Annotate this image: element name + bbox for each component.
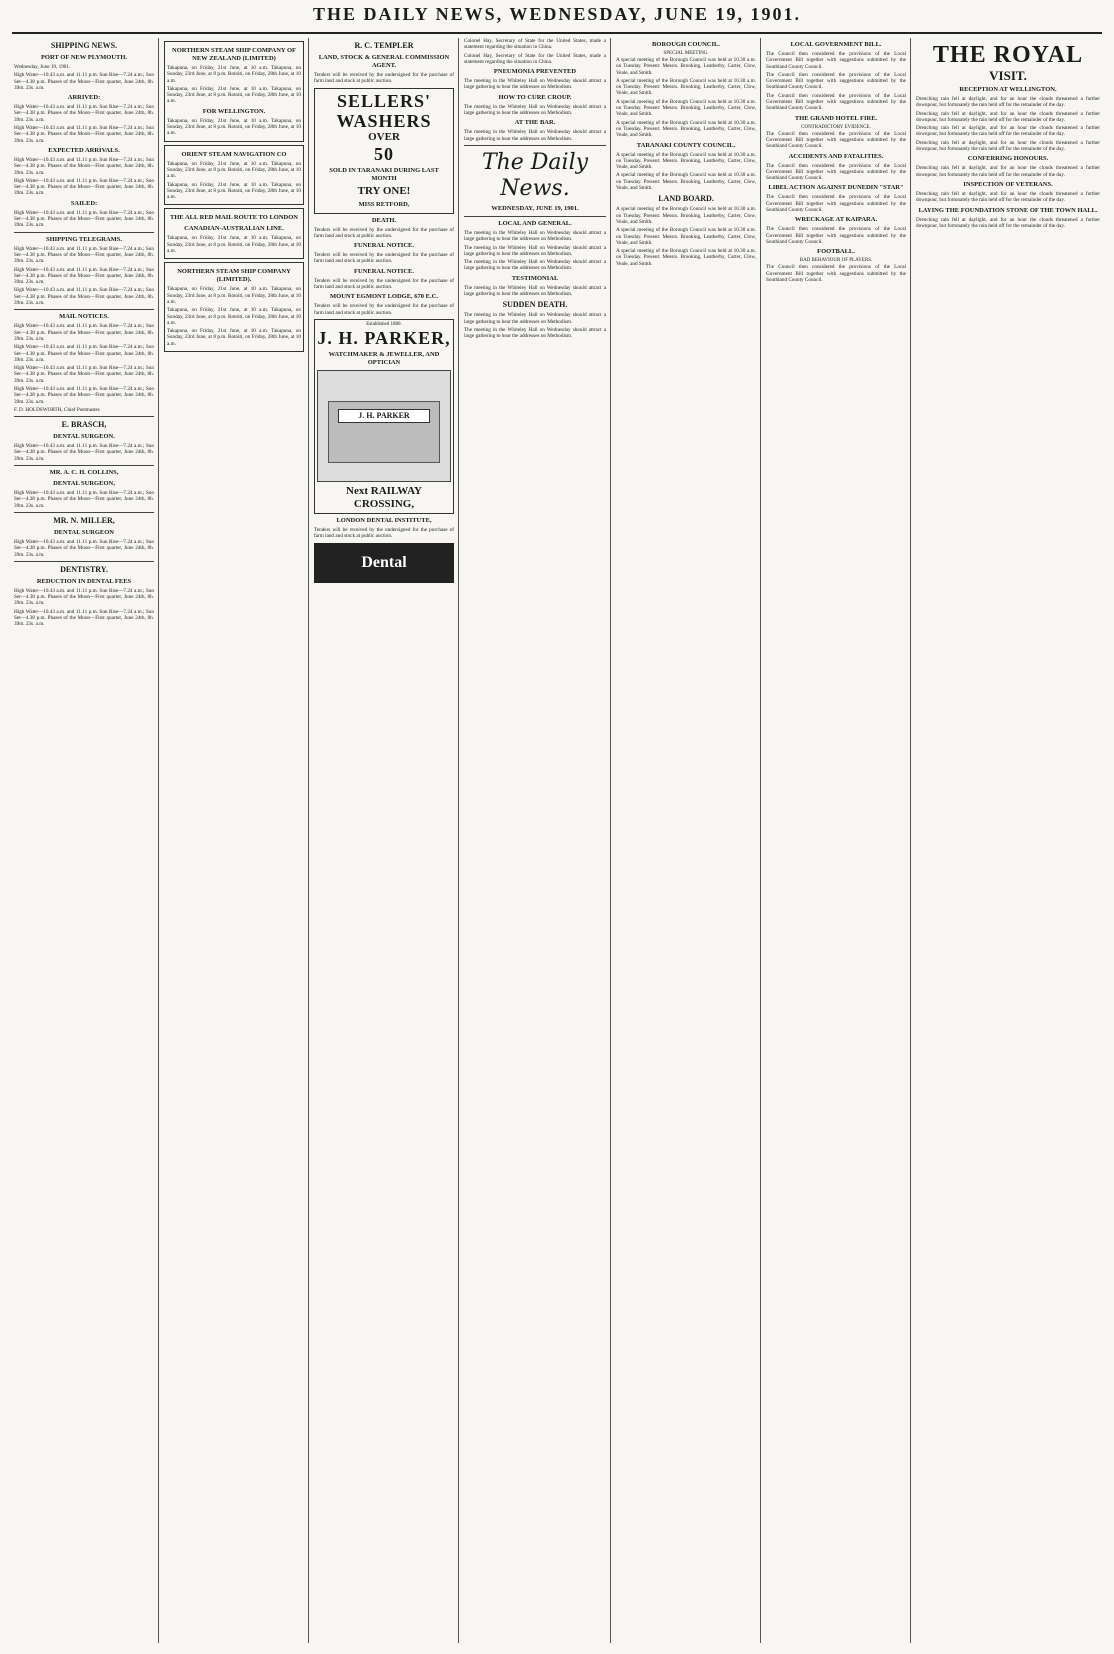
taranaki-text: A special meeting of the Borough Council was held at 10.30 a.m. on Tuesday. Present: Messrs. Brooking, Leatherby, Carter, Clow, Veale, and Smith.: [616, 151, 756, 171]
northern-steamship-text-2: Takapuna, on Friday, 21st June, at 10 a.m. Takapuna, on Sunday, 23rd June, at 8 p.m. Rotoiti, on Friday, 28th June, at 10 a.m.: [167, 85, 301, 105]
telegrams-text-3: High Water—10.43 a.m. and 11.11 p.m. Sun Rise—7.24 a.m.; Sun Set—4.38 p.m. Phases of the Moon—First quarter, June 24th, 8h. 39m. 23s. a.m.: [14, 287, 154, 307]
reduction-text: High Water—10.43 a.m. and 11.11 p.m. Sun Rise—7.24 a.m.; Sun Set—4.38 p.m. Phases of the Moon—First quarter, June 24th, 8h. 39m. 23s. a.m.: [14, 587, 154, 607]
column-ads: [314, 38, 454, 1648]
news-paragraph: Colonel Hay, Secretary of State for the United States, made a statement regarding the situation in China.: [464, 38, 606, 51]
contradictory-subtitle: CONTRADICTORY EVIDENCE.: [801, 124, 871, 130]
borough-council-subtitle: SPECIAL MEETING.: [663, 51, 709, 56]
orient-heading: ORIENT STEAM NAVIGATION CO: [181, 150, 287, 158]
land-board-text-3: A special meeting of the Borough Council was held at 10.30 a.m. on Tuesday. Present: Messrs. Brooking, Leatherby, Carter, Clow, Veale, and Smith.: [616, 248, 756, 267]
divider-line: [14, 512, 154, 513]
northern-steamship-2-text-2: Takapuna, on Friday, 21st June, at 10 a.m. Takapuna, on Sunday, 23rd June, at 8 p.m. Rotoiti, on Friday, 28th June, at 10 a.m.: [167, 307, 301, 326]
divider-line: [464, 145, 606, 146]
testimonial-heading: TESTIMONIAL: [511, 274, 559, 282]
royal-visit-text: Drenching rain fell at daylight, and for an hour the clouds threatened a further downpour, but fortunately the rain held off for the remainder of the day.: [916, 96, 1100, 109]
arrived-text-2: High Water—10.43 a.m. and 11.11 p.m. Sun Rise—7.24 a.m.; Sun Set—4.38 p.m. Phases of the Moon—First quarter, June 24th, 8h. 39m. 23s. a.m.: [14, 125, 154, 144]
masthead-rule: [12, 32, 1102, 34]
divider-line: [464, 216, 606, 217]
london-dental-text: Tenders will be received by the undersigned for the purchase of farm land and stock at public auction.: [314, 526, 454, 540]
mail-text-3: High Water—10.43 a.m. and 11.11 p.m. Sun Rise—7.24 a.m.; Sun Set—4.38 p.m. Phases of the Moon—First quarter, June 24th, 8h. 39m. 23s. a.m.: [14, 365, 154, 384]
death-text: Tenders will be received by the undersigned for the purchase of farm land and stock at public auction.: [314, 226, 454, 239]
date-line: Wednesday, June 19, 1901.: [14, 64, 71, 70]
northern-steamship-ad-2: [164, 262, 304, 352]
royal-visit-heading: THE ROYAL: [932, 42, 1084, 68]
borough-text-2: A special meeting of the Borough Council was held at 10.30 a.m. on Tuesday. Present: Messrs. Brooking, Leatherby, Carter, Clow, Veale, and Smith.: [616, 77, 756, 97]
retford-name: MISS RETFORD,: [358, 200, 410, 208]
templer-text: Tenders will be received by the undersigned for the purchase of farm land and stock at public auction.: [314, 72, 454, 85]
parker-ad: [314, 319, 454, 514]
sailed-text: High Water—10.43 a.m. and 11.11 p.m. Sun Rise—7.24 a.m.; Sun Set—4.38 p.m. Phases of the Moon—First quarter, June 24th, 8h. 39m. 23s. a.m.: [14, 209, 154, 229]
local-general-text-2: The meeting in the Whiteley Hall on Wednesday should attract a large gathering to hear the addresses on Methodism.: [464, 244, 606, 257]
veterans-heading: INSPECTION OF VETERANS.: [963, 180, 1053, 188]
shop-sign: J. H. PARKER: [338, 409, 430, 423]
column-shipping: [14, 38, 154, 1648]
death-heading: DEATH.: [371, 216, 397, 224]
templer-heading: R. C. TEMPLER: [354, 41, 414, 50]
for-wellington-heading: FOR WELLINGTON.: [202, 107, 266, 115]
try-one-label: TRY ONE!: [357, 184, 411, 197]
sellers-washers-heading: SELLERS' WASHERS: [336, 90, 432, 131]
column-divider: [610, 38, 611, 1643]
libel-text: The Council then considered the provisions of the Local Government Bill together with suggestions submitted by the Southland County Council.: [766, 194, 906, 214]
parker-name: J. H. PARKER,: [317, 327, 451, 348]
local-general-text-3: The meeting in the Whiteley Hall on Wednesday should attract a large gathering to hear the addresses on Methodism.: [464, 259, 606, 272]
laying-stone-heading: LAYING THE FOUNDATION STONE OF THE TOWN HALL.: [918, 206, 1098, 214]
croup-heading: HOW TO CURE CROUP.: [498, 93, 572, 101]
expected-text: High Water—10.43 a.m. and 11.11 p.m. Sun Rise—7.24 a.m.; Sun Set—4.38 p.m. Phases of the Moon—First quarter, June 24th, 8h. 39m. 23s. a.m.: [14, 156, 154, 176]
local-government-text-3: The Council then considered the provisions of the Local Government Bill together with suggestions submitted by the Southland County Council.: [766, 92, 906, 112]
mail-text: High Water—10.43 a.m. and 11.11 p.m. Sun Rise—7.24 a.m.; Sun Set—4.38 p.m. Phases of the Moon—First quarter, June 24th, 8h. 39m. 23s. a.m.: [14, 323, 154, 342]
funeral-heading-2: FUNERAL NOTICE.: [354, 267, 414, 275]
column-councils: [616, 38, 756, 1648]
shipping-news-heading: SHIPPING NEWS.: [50, 41, 118, 50]
land-board-text: A special meeting of the Borough Council was held at 10.30 a.m. on Tuesday. Present: Messrs. Brooking, Leatherby, Carter, Clow, Veale, and Smith.: [616, 206, 756, 225]
orient-text: Takapuna, on Friday, 21st June, at 10 a.m. Takapuna, on Sunday, 23rd June, at 8 p.m. Rotoiti, on Friday, 28th June, at 10 a.m.: [167, 160, 301, 180]
london-dental-heading: LONDON DENTAL INSTITUTE,: [336, 516, 432, 524]
dentistry-heading: DENTISTRY.: [60, 564, 108, 574]
telegrams-text: High Water—10.43 a.m. and 11.11 p.m. Sun Rise—7.24 a.m.; Sun Set—4.38 p.m. Phases of the Moon—First quarter, June 24th, 8h. 39m. 23s. a.m.: [14, 245, 154, 265]
canadian-line-text: Takapuna, on Friday, 21st June, at 10 a.m. Takapuna, on Sunday, 23rd June, at 8 p.m. Rotoiti, on Friday, 28th June, at 10 a.m.: [167, 235, 301, 255]
expected-text-2: High Water—10.43 a.m. and 11.11 p.m. Sun Rise—7.24 a.m.; Sun Set—4.38 p.m. Phases of the Moon—First quarter, June 24th, 8h. 39m. 23s. a.m.: [14, 177, 154, 197]
northern-steamship-2-text: Takapuna, on Friday, 21st June, at 10 a.m. Takapuna, on Sunday, 23rd June, at 8 p.m. Rotoiti, on Friday, 28th June, at 10 a.m.: [167, 286, 301, 305]
bad-behaviour-subtitle: BAD BEHAVIOUR OF PLAYERS.: [799, 258, 873, 264]
column-divider: [458, 38, 459, 1643]
port-heading: PORT OF NEW PLYMOUTH.: [40, 54, 128, 61]
grand-hotel-heading: THE GRAND HOTEL FIRE.: [794, 114, 878, 122]
wreckage-heading: WRECKAGE AT KAIPARA.: [794, 216, 878, 224]
wreckage-text: The Council then considered the provisions of the Local Government Bill together with suggestions submitted by the Southland County Council.: [766, 226, 906, 245]
pneumonia-heading: PNEUMONIA PREVENTED: [493, 68, 577, 76]
wellington-text: Takapuna, on Friday, 21st June, at 10 a.m. Takapuna, on Sunday, 23rd June, at 8 p.m. Rotoiti, on Friday, 28th June, at 10 a.m.: [167, 117, 301, 137]
news-paragraph-2: Colonel Hay, Secretary of State for the United States, made a statement regarding the situation in China.: [464, 52, 606, 65]
northern-steamship-heading: NORTHERN STEAM SHIP COMPANY OF NEW ZEALAND (LIMITED): [172, 47, 296, 62]
sellers-washers-ad: [314, 88, 454, 214]
over-label: OVER: [368, 130, 400, 143]
local-government-text-2: The Council then considered the provisions of the Local Government Bill together with suggestions submitted by the Southland County Council.: [766, 71, 906, 91]
at-the-bar-heading: AT THE BAR.: [514, 119, 556, 127]
all-red-route-heading: THE ALL RED MAIL ROUTE TO LONDON: [170, 214, 298, 222]
land-board-heading: LAND BOARD.: [658, 194, 714, 204]
funeral-text: Tenders will be received by the undersigned for the purchase of farm land and stock at public auction.: [314, 252, 454, 265]
local-general-text: The meeting in the Whiteley Hall on Wednesday should attract a large gathering to hear the addresses on Methodism.: [464, 229, 606, 243]
reduction-text-2: High Water—10.43 a.m. and 11.11 p.m. Sun Rise—7.24 a.m.; Sun Set—4.38 p.m. Phases of the Moon—First quarter, June 24th, 8h. 39m. 23s. a.m.: [14, 608, 154, 628]
local-government-text: The Council then considered the provisions of the Local Government Bill together with suggestions submitted by the Southland County Council.: [766, 51, 906, 70]
column-editorial: [464, 38, 606, 1648]
grand-hotel-text: The Council then considered the provisions of the Local Government Bill together with suggestions submitted by the Southland County Council.: [766, 130, 906, 150]
lodge-text: Tenders will be received by the undersigned for the purchase of farm land and stock at public auction.: [314, 303, 454, 316]
conferring-text: Drenching rain fell at daylight, and for an hour the clouds threatened a further downpour, but fortunately the rain held off for the remainder of the day.: [916, 165, 1100, 178]
borough-text: A special meeting of the Borough Council was held at 10.30 a.m. on Tuesday. Present: Messrs. Brooking, Leatherby, Carter, Clow, Veale, and Smith.: [616, 57, 756, 76]
column-divider: [158, 38, 159, 1643]
collins-name: MR. A. C. H. COLLINS,: [49, 469, 119, 477]
northern-steamship-heading-2: NORTHERN STEAM SHIP COMPANY (LIMITED).: [177, 268, 291, 284]
tide-text: High Water—10.43 a.m. and 11.11 p.m. Sun Rise—7.24 a.m.; Sun Set—4.38 p.m. Phases of the Moon—First quarter, June 24th, 8h. 39m. 23s. a.m.: [14, 72, 154, 91]
northern-steamship-text: Takapuna, on Friday, 21st June, at 10 a.m. Takapuna, on Sunday, 23rd June, at 8 p.m. Rotoiti, on Friday, 28th June, at 10 a.m.: [167, 65, 301, 84]
column-divider: [910, 38, 911, 1643]
miller-text: High Water—10.43 a.m. and 11.11 p.m. Sun Rise—7.24 a.m.; Sun Set—4.38 p.m. Phases of the Moon—First quarter, June 24th, 8h. 39m. 23s. a.m.: [14, 538, 154, 558]
all-red-route-ad: [164, 208, 304, 259]
northern-steamship-2-text-3: Takapuna, on Friday, 21st June, at 10 a.m. Takapuna, on Sunday, 23rd June, at 8 p.m. Rotoiti, on Friday, 28th June, at 10 a.m.: [167, 328, 301, 347]
football-text: The Council then considered the provisions of the Local Government Bill together with suggestions submitted by the Southland County Council.: [766, 264, 906, 283]
miller-subtitle: DENTAL SURGEON: [53, 528, 115, 536]
collins-text: High Water—10.43 a.m. and 11.11 p.m. Sun Rise—7.24 a.m.; Sun Set—4.38 p.m. Phases of the Moon—First quarter, June 24th, 8h. 39m. 23s. a.m.: [14, 490, 154, 509]
accidents-text: The Council then considered the provisions of the Local Government Bill together with suggestions submitted by the Southland County Council.: [766, 162, 906, 182]
testimonial-text: The meeting in the Whiteley Hall on Wednesday should attract a large gathering to hear the addresses on Methodism.: [464, 284, 606, 298]
divider-line: [14, 416, 154, 417]
accidents-heading: ACCIDENTS AND FATALITIES.: [788, 152, 884, 160]
templer-subtitle: LAND, STOCK & GENERAL COMMISSION AGENT.: [318, 54, 450, 69]
orient-ad: [164, 145, 304, 206]
northern-steamship-ad: [164, 41, 304, 142]
established-label: Established 1880.: [366, 321, 402, 327]
railway-crossing-label: Next RAILWAY CROSSING,: [346, 484, 422, 510]
brasch-name: E. BRASCH,: [61, 420, 107, 430]
mail-notices-heading: MAIL NOTICES.: [59, 313, 109, 321]
column-divider: [760, 38, 761, 1643]
sailed-heading: SAILED:: [70, 199, 98, 207]
royal-visit-subheading: VISIT.: [989, 68, 1027, 83]
borough-council-heading: BOROUGH COUNCIL.: [652, 41, 720, 48]
fifty-label: 50: [374, 143, 394, 164]
editorial-date: WEDNESDAY, JUNE 19, 1901.: [491, 204, 579, 212]
funeral-heading: FUNERAL NOTICE.: [354, 242, 414, 250]
column-divider: [308, 38, 309, 1643]
divider-line: [14, 561, 154, 562]
land-board-text-2: A special meeting of the Borough Council was held at 10.30 a.m. on Tuesday. Present: Messrs. Brooking, Leatherby, Carter, Clow, Veale, and Smith.: [616, 227, 756, 246]
reception-heading: RECEPTION AT WELLINGTON.: [959, 86, 1057, 93]
sold-label: SOLD IN TARANAKI DURING LAST MONTH: [329, 166, 439, 182]
daily-news-nameplate: The Daily News.: [481, 149, 589, 201]
veterans-text: Drenching rain fell at daylight, and for an hour the clouds threatened a further downpour, but fortunately the rain held off for the remainder of the day.: [916, 190, 1100, 204]
postmaster-signature: F. D. HOLDSWORTH, Chief Postmaster.: [14, 406, 101, 413]
arrived-heading: ARRIVED:: [67, 94, 101, 102]
royal-visit-text-2: Drenching rain fell at daylight, and for an hour the clouds threatened a further downpour, but fortunately the rain held off for the remainder of the day.: [916, 110, 1100, 123]
taranaki-text-2: A special meeting of the Borough Council was held at 10.30 a.m. on Tuesday. Present: Messrs. Brooking, Leatherby, Carter, Clow, Veale, and Smith.: [616, 172, 756, 192]
sudden-death-heading: SUDDEN DEATH.: [502, 300, 568, 310]
divider-line: [14, 465, 154, 466]
parker-subtitle: WATCHMAKER & JEWELLER, AND OPTICIAN: [328, 350, 440, 366]
brasch-subtitle: DENTAL SURGEON.: [53, 433, 115, 441]
royal-visit-text-3: Drenching rain fell at daylight, and for an hour the clouds threatened a further downpour, but fortunately the rain held off for the remainder of the day.: [916, 125, 1100, 138]
funeral-text-2: Tenders will be received by the undersigned for the purchase of farm land and stock at public auction.: [314, 277, 454, 291]
dental-logo: Dental: [314, 543, 454, 583]
divider-line: [14, 309, 154, 310]
parker-shop-engraving: [317, 370, 451, 482]
column-royal-visit: [916, 38, 1100, 1648]
at-the-bar-text: The meeting in the Whiteley Hall on Wednesday should attract a large gathering to hear the addresses on Methodism.: [464, 129, 606, 142]
borough-text-3: A special meeting of the Borough Council was held at 10.30 a.m. on Tuesday. Present: Messrs. Brooking, Leatherby, Carter, Clow, Veale, and Smith.: [616, 98, 756, 118]
divider-line: [14, 232, 154, 233]
miller-name: MR. N. MILLER,: [53, 515, 115, 525]
pneumonia-text: The meeting in the Whiteley Hall on Wednesday should attract a large gathering to hear the addresses on Methodism.: [464, 78, 606, 91]
libel-heading: LIBEL ACTION AGAINST DUNEDIN "STAR": [768, 184, 904, 192]
mail-text-4: High Water—10.43 a.m. and 11.11 p.m. Sun Rise—7.24 a.m.; Sun Set—4.38 p.m. Phases of the Moon—First quarter, June 24th, 8h. 39m. 23s. a.m.: [14, 385, 154, 405]
mail-text-2: High Water—10.43 a.m. and 11.11 p.m. Sun Rise—7.24 a.m.; Sun Set—4.38 p.m. Phases of the Moon—First quarter, June 24th, 8h. 39m. 23s. a.m.: [14, 344, 154, 363]
masthead-title: THE DAILY NEWS, WEDNESDAY, JUNE 19, 1901.: [312, 4, 802, 24]
conferring-heading: CONFERRING HONOURS.: [967, 155, 1049, 163]
royal-visit-text-4: Drenching rain fell at daylight, and for an hour the clouds threatened a further downpour, but fortunately the rain held off for the remainder of the day.: [916, 139, 1100, 153]
local-government-heading: LOCAL GOVERNMENT BILL.: [790, 41, 882, 48]
lodge-heading: MOUNT EGMONT LODGE, 670 E.C.: [330, 293, 438, 301]
brasch-text: High Water—10.43 a.m. and 11.11 p.m. Sun Rise—7.24 a.m.; Sun Set—4.38 p.m. Phases of the Moon—First quarter, June 24th, 8h. 39m. 23s. a.m.: [14, 443, 154, 462]
sudden-death-text-2: The meeting in the Whiteley Hall on Wednesday should attract a large gathering to hear the addresses on Methodism.: [464, 326, 606, 340]
local-general-heading: LOCAL AND GENERAL.: [498, 219, 572, 227]
taranaki-council-heading: TARANAKI COUNTY COUNCIL.: [636, 141, 736, 149]
reduction-heading: REDUCTION IN DENTAL FEES: [36, 577, 132, 585]
sudden-death-text: The meeting in the Whiteley Hall on Wednesday should attract a large gathering to hear the addresses on Methodism.: [464, 312, 606, 325]
arrived-text: High Water—10.43 a.m. and 11.11 p.m. Sun Rise—7.24 a.m.; Sun Set—4.38 p.m. Phases of the Moon—First quarter, June 24th, 8h. 39m. 23s. a.m.: [14, 104, 154, 123]
borough-text-4: A special meeting of the Borough Council was held at 10.30 a.m. on Tuesday. Present: Messrs. Brooking, Leatherby, Carter, Clow, Veale, and Smith.: [616, 119, 756, 139]
collins-subtitle: DENTAL SURGEON,: [53, 480, 115, 488]
orient-text-2: Takapuna, on Friday, 21st June, at 10 a.m. Takapuna, on Sunday, 23rd June, at 8 p.m. Rotoiti, on Friday, 28th June, at 10 a.m.: [167, 181, 301, 201]
column-telegrams: [766, 38, 906, 1648]
column-steamers: [164, 38, 304, 1648]
laying-stone-text: Drenching rain fell at daylight, and for an hour the clouds threatened a further downpour, but fortunately the rain held off for the remainder of the day.: [916, 216, 1100, 229]
croup-text: The meeting in the Whiteley Hall on Wednesday should attract a large gathering to hear the addresses on Methodism.: [464, 103, 606, 117]
expected-heading: EXPECTED ARRIVALS.: [48, 146, 120, 154]
telegrams-text-2: High Water—10.43 a.m. and 11.11 p.m. Sun Rise—7.24 a.m.; Sun Set—4.38 p.m. Phases of the Moon—First quarter, June 24th, 8h. 39m. 23s. a.m.: [14, 266, 154, 286]
football-heading: FOOTBALL.: [817, 248, 855, 256]
canadian-line-heading: CANADIAN-AUSTRALIAN LINE.: [184, 225, 284, 233]
telegrams-heading: SHIPPING TELEGRAMS.: [45, 235, 123, 243]
